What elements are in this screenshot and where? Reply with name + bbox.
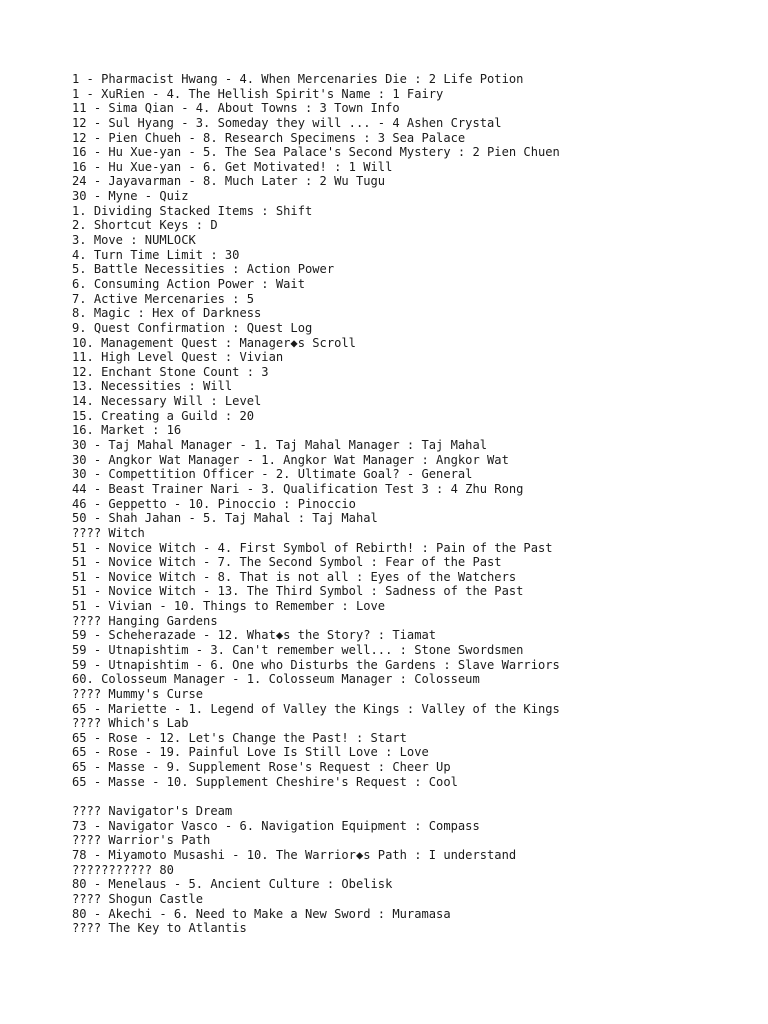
text-line-25: 16. Market : 16 (72, 423, 182, 438)
text-line-45: ???? Which's Lab (72, 716, 189, 731)
text-line-58: 80 - Akechi - 6. Need to Make a New Sword : Muramasa (72, 906, 451, 921)
text-line-21: 12. Enchant Stone Count : 3 (72, 364, 269, 379)
text-line-1: 1 - Pharmacist Hwang - 4. When Mercenaries Die : 2 Life Potion (72, 72, 524, 86)
text-line-8: 24 - Jayavarman - 8. Much Later : 2 Wu Tugu (72, 174, 386, 189)
text-line-15: 6. Consuming Action Power : Wait (72, 276, 305, 291)
text-line-28: 30 - Compettition Officer - 2. Ultimate Goal? - General (72, 467, 473, 482)
text-line-50 (72, 789, 752, 804)
text-line-27: 30 - Angkor Wat Manager - 1. Angkor Wat Manager : Angkor Wat (72, 452, 509, 467)
text-line-2: 1 - XuRien - 4. The Hellish Spirit's Name : 1 Fairy (72, 86, 444, 101)
text-line-37: 51 - Vivian - 10. Things to Remember : Love (72, 599, 386, 614)
text-line-16: 7. Active Mercenaries : 5 (72, 291, 255, 306)
text-line-55: ??????????? 80 (72, 862, 174, 877)
text-line-35: 51 - Novice Witch - 8. That is not all : Eyes of the Watchers (72, 569, 517, 584)
text-line-23: 14. Necessary Will : Level (72, 394, 262, 409)
text-line-53: ???? Warrior's Path (72, 833, 211, 848)
text-line-34: 51 - Novice Witch - 7. The Second Symbol : Fear of the Past (72, 555, 502, 570)
text-line-36: 51 - Novice Witch - 13. The Third Symbol : Sadness of the Past (72, 584, 524, 599)
text-line-10: 1. Dividing Stacked Items : Shift (72, 203, 313, 218)
text-line-11: 2. Shortcut Keys : D (72, 218, 218, 233)
text-line-20: 11. High Level Quest : Vivian (72, 350, 284, 365)
text-line-18: 9. Quest Confirmation : Quest Log (72, 320, 313, 335)
text-line-33: 51 - Novice Witch - 4. First Symbol of Rebirth! : Pain of the Past (72, 540, 553, 555)
text-line-22: 13. Necessities : Will (72, 379, 233, 394)
text-line-4: 12 - Sul Hyang - 3. Someday they will ... - 4 Ashen Crystal (72, 115, 502, 130)
document-body (72, 72, 752, 936)
text-line-59: ???? The Key to Atlantis (72, 921, 247, 936)
text-line-40: 59 - Utnapishtim - 3. Can't remember well... : Stone Swordsmen (72, 642, 524, 657)
text-line-19: 10. Management Quest : Manager◆s Scroll (72, 335, 356, 350)
text-line-17: 8. Magic : Hex of Darkness (72, 306, 262, 321)
text-line-56: 80 - Menelaus - 5. Ancient Culture : Obelisk (72, 877, 393, 892)
text-line-7: 16 - Hu Xue-yan - 6. Get Motivated! : 1 Will (72, 159, 393, 174)
text-line-43: ???? Mummy's Curse (72, 686, 204, 701)
text-line-32: ???? Witch (72, 525, 145, 540)
text-line-31: 50 - Shah Jahan - 5. Taj Mahal : Taj Mahal (72, 511, 378, 526)
text-line-14: 5. Battle Necessities : Action Power (72, 262, 335, 277)
text-line-5: 12 - Pien Chueh - 8. Research Specimens : 3 Sea Palace (72, 130, 466, 145)
text-line-12: 3. Move : NUMLOCK (72, 233, 196, 248)
text-line-6: 16 - Hu Xue-yan - 5. The Sea Palace's Second Mystery : 2 Pien Chuen (72, 145, 560, 160)
text-line-29: 44 - Beast Trainer Nari - 3. Qualification Test 3 : 4 Zhu Rong (72, 481, 524, 496)
text-line-3: 11 - Sima Qian - 4. About Towns : 3 Town Info (72, 101, 400, 116)
text-line-49: 65 - Masse - 10. Supplement Cheshire's Request : Cool (72, 774, 458, 789)
text-line-48: 65 - Masse - 9. Supplement Rose's Request : Cheer Up (72, 760, 451, 775)
text-line-47: 65 - Rose - 19. Painful Love Is Still Love : Love (72, 745, 429, 760)
text-line-30: 46 - Geppetto - 10. Pinoccio : Pinoccio (72, 496, 356, 511)
text-line-57: ???? Shogun Castle (72, 891, 204, 906)
text-line-46: 65 - Rose - 12. Let's Change the Past! : Start (72, 730, 407, 745)
text-line-41: 59 - Utnapishtim - 6. One who Disturbs the Gardens : Slave Warriors (72, 657, 560, 672)
text-line-9: 30 - Myne - Quiz (72, 189, 189, 204)
text-line-54: 78 - Miyamoto Musashi - 10. The Warrior◆s Path : I understand (72, 847, 517, 862)
text-line-39: 59 - Scheherazade - 12. What◆s the Story? : Tiamat (72, 628, 437, 643)
text-line-52: 73 - Navigator Vasco - 6. Navigation Equipment : Compass (72, 818, 480, 833)
text-line-26: 30 - Taj Mahal Manager - 1. Taj Mahal Manager : Taj Mahal (72, 438, 488, 453)
text-line-38: ???? Hanging Gardens (72, 613, 218, 628)
text-line-51: ???? Navigator's Dream (72, 804, 233, 819)
text-line-42: 60. Colosseum Manager - 1. Colosseum Manager : Colosseum (72, 672, 480, 687)
text-line-13: 4. Turn Time Limit : 30 (72, 247, 240, 262)
text-line-24: 15. Creating a Guild : 20 (72, 408, 255, 423)
text-line-44: 65 - Mariette - 1. Legend of Valley the Kings : Valley of the Kings (72, 701, 560, 716)
